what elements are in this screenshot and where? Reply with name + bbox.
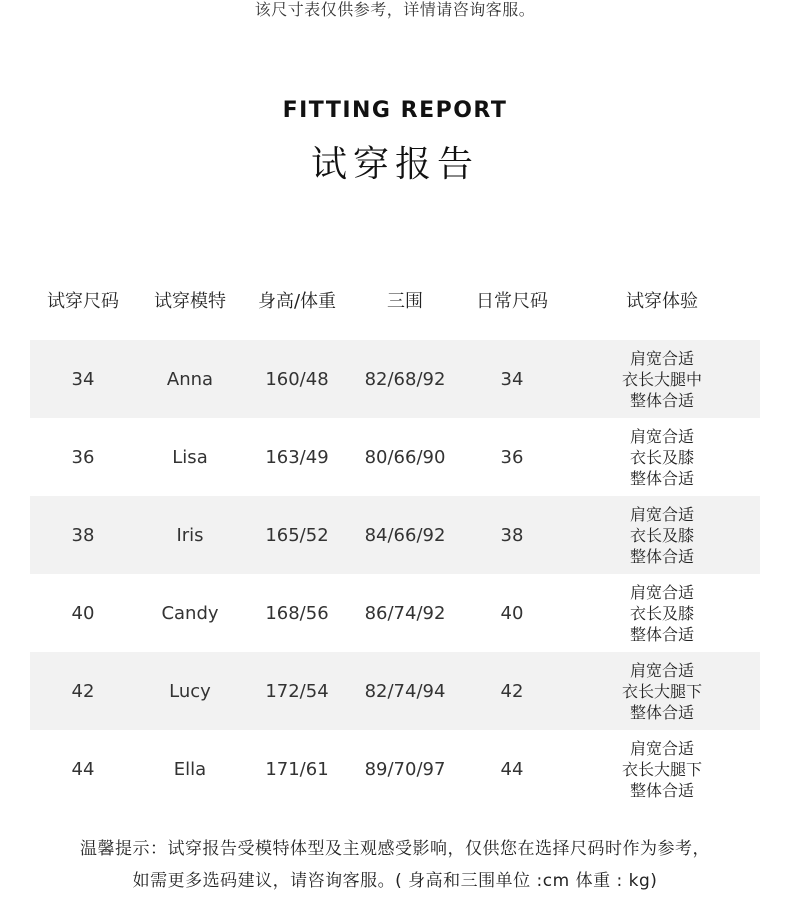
header-height-weight: 身高/体重 — [257, 291, 337, 312]
cell-experience — [564, 504, 760, 567]
table-row — [30, 730, 760, 808]
cell-measurements: 80/66/90 — [364, 446, 446, 468]
experience-overall: 整体合适 — [629, 468, 694, 488]
cell-trial-size: 34 — [71, 368, 95, 390]
cell-measurements: 82/74/94 — [364, 680, 446, 702]
experience-length: 衣长大腿中 — [621, 369, 702, 389]
cell-height-weight: 165/52 — [265, 524, 329, 546]
cell-trial-size: 38 — [71, 524, 95, 546]
experience-shoulder: 肩宽合适 — [629, 348, 694, 368]
experience-overall: 整体合适 — [629, 702, 694, 722]
experience-length: 衣长及膝 — [629, 603, 694, 623]
cell-daily-size: 42 — [500, 680, 524, 702]
table-row — [30, 496, 760, 574]
header-experience: 试穿体验 — [626, 291, 698, 312]
experience-shoulder: 肩宽合适 — [629, 660, 694, 680]
cell-trial-size: 44 — [71, 758, 95, 780]
experience-length: 衣长及膝 — [629, 447, 694, 467]
cell-model: Candy — [161, 602, 219, 624]
cell-experience — [564, 348, 760, 411]
experience-overall: 整体合适 — [629, 390, 694, 410]
cell-model: Lucy — [169, 680, 211, 702]
table-row — [30, 340, 760, 418]
experience-overall: 整体合适 — [629, 780, 694, 800]
cell-experience — [564, 738, 760, 801]
experience-shoulder: 肩宽合适 — [629, 426, 694, 446]
experience-length: 衣长大腿下 — [621, 759, 702, 779]
experience-shoulder: 肩宽合适 — [629, 738, 694, 758]
header-trial-size: 试穿尺码 — [47, 291, 119, 312]
table-header-row — [30, 280, 760, 320]
cell-measurements: 82/68/92 — [364, 368, 446, 390]
cell-trial-size: 40 — [71, 602, 95, 624]
cell-daily-size: 44 — [500, 758, 524, 780]
cell-measurements: 84/66/92 — [364, 524, 446, 546]
cell-experience — [564, 582, 760, 645]
cell-model: Ella — [173, 758, 207, 780]
cell-trial-size: 36 — [71, 446, 95, 468]
footer-tips — [0, 833, 790, 897]
header-measurements: 三围 — [387, 291, 423, 312]
cell-height-weight: 172/54 — [265, 680, 329, 702]
experience-overall: 整体合适 — [629, 624, 694, 644]
fitting-report-table — [30, 280, 760, 808]
report-title-english: FITTING REPORT — [282, 98, 508, 123]
size-chart-disclaimer: 该尺寸表仅供参考，详情请咨询客服。 — [254, 0, 536, 19]
cell-model: Iris — [176, 524, 204, 546]
cell-measurements: 86/74/92 — [364, 602, 446, 624]
cell-height-weight: 163/49 — [265, 446, 329, 468]
header-model: 试穿模特 — [154, 291, 226, 312]
cell-experience — [564, 660, 760, 723]
experience-shoulder: 肩宽合适 — [629, 582, 694, 602]
cell-daily-size: 36 — [500, 446, 524, 468]
experience-shoulder: 肩宽合适 — [629, 504, 694, 524]
cell-daily-size: 40 — [500, 602, 524, 624]
footer-tip-line2: 如需更多选码建议，请咨询客服。( 身高和三围单位 :cm 体重 : kg) — [132, 871, 658, 891]
cell-daily-size: 34 — [500, 368, 524, 390]
header-daily-size: 日常尺码 — [476, 291, 548, 312]
table-row — [30, 652, 760, 730]
cell-height-weight: 168/56 — [265, 602, 329, 624]
cell-height-weight: 171/61 — [265, 758, 329, 780]
cell-measurements: 89/70/97 — [364, 758, 446, 780]
cell-height-weight: 160/48 — [265, 368, 329, 390]
table-row — [30, 418, 760, 496]
cell-experience — [564, 426, 760, 489]
table-row — [30, 574, 760, 652]
cell-daily-size: 38 — [500, 524, 524, 546]
experience-length: 衣长及膝 — [629, 525, 694, 545]
cell-model: Lisa — [172, 446, 208, 468]
experience-length: 衣长大腿下 — [621, 681, 702, 701]
report-title-chinese: 试穿报告 — [310, 144, 479, 185]
footer-tip-line1: 温馨提示：试穿报告受模特体型及主观感受影响，仅供您在选择尺码时作为参考， — [80, 839, 710, 859]
cell-model: Anna — [166, 368, 214, 390]
experience-overall: 整体合适 — [629, 546, 694, 566]
cell-trial-size: 42 — [71, 680, 95, 702]
